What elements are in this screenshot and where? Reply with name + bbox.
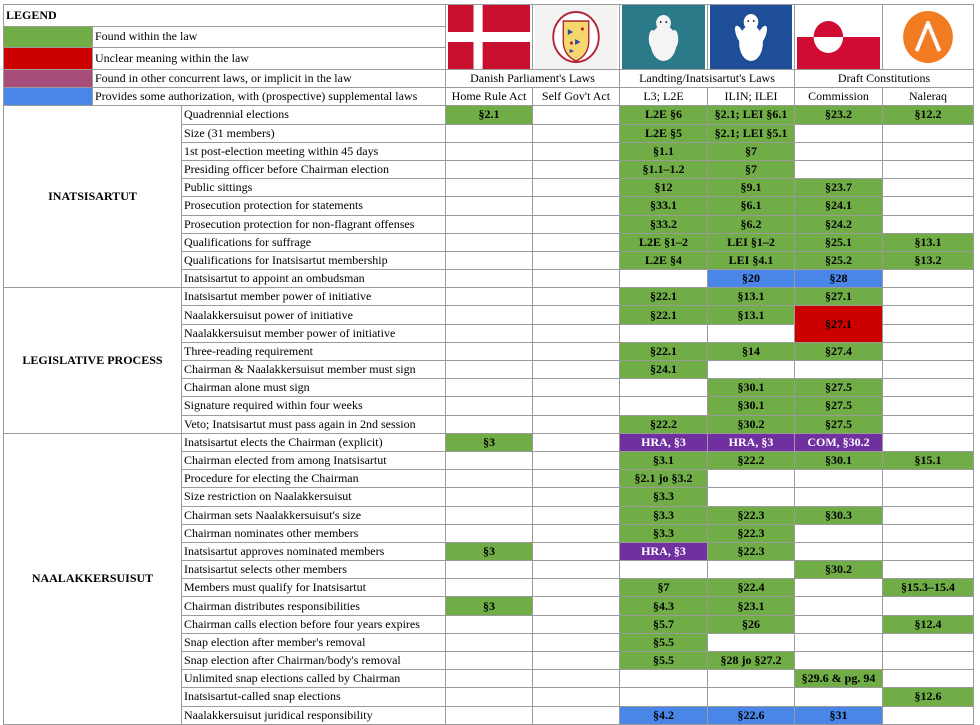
table-cell [533,270,620,288]
table-cell: §22.2 [708,451,795,469]
danish-flag-cell [446,5,533,70]
table-cell [795,488,883,506]
table-cell [883,361,974,379]
column-header: ILIN; ILEI [708,88,795,106]
table-cell: §4.2 [620,706,708,724]
table-cell [446,124,533,142]
legend-swatch-unclear [4,48,93,70]
table-cell [446,324,533,342]
legend-label-found: Found within the law [93,26,446,48]
row-label: Inatsisartut-called snap elections [182,688,446,706]
row-label: Prosecution protection for statements [182,197,446,215]
row-label: Chairman elected from among Inatsisartut [182,451,446,469]
table-cell [446,361,533,379]
table-cell [883,179,974,197]
table-cell [533,288,620,306]
column-header: Self Gov't Act [533,88,620,106]
table-cell [708,361,795,379]
table-cell: §28 [795,270,883,288]
row-label: Qualifications for Inatsisartut membership [182,251,446,269]
table-cell [446,379,533,397]
table-cell [708,688,795,706]
row-label: Snap election after Chairman/body's removal [182,652,446,670]
row-label: Chairman sets Naalakkersuisut's size [182,506,446,524]
table-cell [795,579,883,597]
landsting-logo-cell [620,5,708,70]
table-cell [533,361,620,379]
row-label: Naalakkersuisut member power of initiative [182,324,446,342]
legend-swatch-found [4,26,93,48]
table-cell: §31 [795,706,883,724]
table-cell [795,124,883,142]
row-label: Qualifications for suffrage [182,233,446,251]
table-cell [533,470,620,488]
table-cell: §12.2 [883,106,974,124]
table-cell: §3.3 [620,524,708,542]
table-cell: §22.3 [708,524,795,542]
table-cell: §33.1 [620,197,708,215]
row-label: Inatsisartut approves nominated members [182,542,446,560]
table-cell [446,579,533,597]
table-cell: §20 [708,270,795,288]
row-label: Signature required within four weeks [182,397,446,415]
table-cell [533,415,620,433]
table-cell [883,124,974,142]
row-label: Veto; Inatsisartut must pass again in 2nd session [182,415,446,433]
table-cell: §24.1 [620,361,708,379]
table-cell [795,361,883,379]
table-cell: §30.1 [708,397,795,415]
section-title: LEGISLATIVE PROCESS [4,288,182,434]
table-cell: §22.1 [620,306,708,324]
legend-label-other-laws: Found in other concurrent laws, or implicit in the law [93,70,446,88]
table-cell [620,561,708,579]
table-cell: LEI §1–2 [708,233,795,251]
table-cell [883,633,974,651]
table-cell: §12.6 [883,688,974,706]
table-cell: §15.1 [883,451,974,469]
table-cell: §22.6 [708,706,795,724]
table-cell [446,233,533,251]
table-cell: §22.3 [708,506,795,524]
table-cell [533,524,620,542]
table-cell [533,615,620,633]
table-cell: §1.1 [620,142,708,160]
row-label: Chairman alone must sign [182,379,446,397]
table-cell [533,342,620,360]
comparison-table [3,4,974,725]
table-cell [708,324,795,342]
row-label: Chairman calls election before four years expires [182,615,446,633]
table-cell [883,197,974,215]
table-cell [883,506,974,524]
table-cell: §13.1 [708,306,795,324]
row-label: Inatsisartut member power of initiative [182,288,446,306]
table-cell [446,342,533,360]
table-cell [795,542,883,560]
danish-royal-arms-icon [535,5,617,69]
table-cell [620,397,708,415]
table-cell [446,470,533,488]
table-cell: §12.4 [883,615,974,633]
table-cell: §13.2 [883,251,974,269]
table-cell: §23.2 [795,106,883,124]
column-header: Home Rule Act [446,88,533,106]
table-cell: §33.2 [620,215,708,233]
table-cell [446,652,533,670]
row-label: Chairman distributes responsibilities [182,597,446,615]
legend-label-authorization: Provides some authorization, with (prospective) supplemental laws [93,88,446,106]
table-cell [620,379,708,397]
table-cell [533,124,620,142]
table-cell [446,415,533,433]
table-cell [883,488,974,506]
table-row [4,288,974,306]
table-cell [883,270,974,288]
row-label: Size restriction on Naalakkersuisut [182,488,446,506]
table-cell [533,579,620,597]
table-cell [533,379,620,397]
greenland-flag-icon [797,5,880,69]
table-cell [883,215,974,233]
table-cell [533,397,620,415]
table-cell: §27.5 [795,415,883,433]
table-cell [446,506,533,524]
table-cell [795,470,883,488]
table-cell: §3 [446,433,533,451]
table-cell: L2E §4 [620,251,708,269]
row-label: Snap election after member's removal [182,633,446,651]
table-cell: HRA, §3 [620,542,708,560]
row-label: Naalakkersuisut power of initiative [182,306,446,324]
table-cell [446,251,533,269]
table-cell [533,106,620,124]
column-header: Commission [795,88,883,106]
table-cell [883,597,974,615]
table-cell [533,433,620,451]
row-label: Quadrennial elections [182,106,446,124]
table-cell: §27.1 [795,288,883,306]
table-cell: §22.1 [620,342,708,360]
table-cell: §15.3–15.4 [883,579,974,597]
table-cell: §12 [620,179,708,197]
row-label: Inatsisartut to appoint an ombudsman [182,270,446,288]
row-label: 1st post-election meeting within 45 days [182,142,446,160]
table-cell [883,561,974,579]
table-cell [795,688,883,706]
table-cell: §27.1 [795,306,883,342]
table-cell [883,379,974,397]
row-label: Procedure for electing the Chairman [182,470,446,488]
table-cell [533,506,620,524]
table-cell [533,179,620,197]
table-cell [533,633,620,651]
table-cell: L2E §1–2 [620,233,708,251]
group-header-draft: Draft Constitutions [795,70,974,88]
table-cell: COM, §30.2 [795,433,883,451]
table-cell [795,142,883,160]
naleraq-logo-cell [883,5,974,70]
table-cell: HRA, §3 [620,433,708,451]
row-label: Chairman & Naalakkersuisut member must sign [182,361,446,379]
danish-flag-icon [448,5,530,69]
table-cell [533,197,620,215]
naleraq-logo-icon [885,5,971,69]
table-cell [883,306,974,324]
column-header: L3; L2E [620,88,708,106]
table-cell: §24.1 [795,197,883,215]
table-cell: §7 [620,579,708,597]
table-cell [795,597,883,615]
section-title: NAALAKKERSUISUT [4,433,182,724]
table-cell: LEI §4.1 [708,251,795,269]
table-cell [883,342,974,360]
table-cell [883,415,974,433]
table-cell: §5.7 [620,615,708,633]
table-cell [446,142,533,160]
table-cell [533,488,620,506]
table-cell [883,397,974,415]
table-cell [446,160,533,178]
table-cell [533,561,620,579]
table-cell [533,233,620,251]
table-cell: §1.1–1.2 [620,160,708,178]
legend-title: LEGEND [4,5,446,27]
table-cell: §30.1 [795,451,883,469]
table-cell [446,288,533,306]
table-cell [795,652,883,670]
row-label: Inatsisartut elects the Chairman (explicit) [182,433,446,451]
table-cell: §25.2 [795,251,883,269]
table-cell: §3.3 [620,506,708,524]
table-cell [446,451,533,469]
royal-arms-cell [533,5,620,70]
table-cell [446,561,533,579]
table-cell [708,633,795,651]
row-label: Three-reading requirement [182,342,446,360]
table-cell [533,451,620,469]
inatsisartut-polar-bear-icon [710,5,792,69]
table-cell: §2.1 jo §3.2 [620,470,708,488]
table-cell: §22.3 [708,542,795,560]
table-cell: §3.1 [620,451,708,469]
table-cell: §14 [708,342,795,360]
table-cell: §28 jo §27.2 [708,652,795,670]
table-cell: §27.5 [795,397,883,415]
table-cell: §26 [708,615,795,633]
table-cell: §29.6 & pg. 94 [795,670,883,688]
table-cell [446,488,533,506]
section-title: INATSISARTUT [4,106,182,288]
table-cell [620,670,708,688]
table-cell [446,615,533,633]
table-cell [446,197,533,215]
row-label: Size (31 members) [182,124,446,142]
row-label: Presiding officer before Chairman election [182,160,446,178]
table-cell [620,270,708,288]
table-cell [883,142,974,160]
group-header-danish: Danish Parliament's Laws [446,70,620,88]
table-cell: §23.1 [708,597,795,615]
table-cell: §13.1 [883,233,974,251]
table-cell [446,397,533,415]
table-cell: §3 [446,597,533,615]
table-cell [708,470,795,488]
table-cell [446,524,533,542]
table-cell: §7 [708,160,795,178]
table-cell [446,670,533,688]
table-cell: §5.5 [620,652,708,670]
table-cell [533,597,620,615]
table-cell [533,324,620,342]
table-cell: §2.1; LEI §5.1 [708,124,795,142]
table-cell [883,542,974,560]
table-cell: L2E §6 [620,106,708,124]
table-cell [533,251,620,269]
table-row [4,433,974,451]
table-cell: §7 [708,142,795,160]
table-cell: §3 [446,542,533,560]
greenland-flag-cell [795,5,883,70]
table-cell [883,524,974,542]
table-cell [883,470,974,488]
column-header: Naleraq [883,88,974,106]
table-cell [883,670,974,688]
table-cell: §30.1 [708,379,795,397]
table-cell: §13.1 [708,288,795,306]
table-cell [533,160,620,178]
table-cell [883,288,974,306]
table-cell: HRA, §3 [708,433,795,451]
table-cell [620,688,708,706]
table-cell [533,142,620,160]
row-label: Inatsisartut selects other members [182,561,446,579]
table-cell: §3.3 [620,488,708,506]
table-cell: §23.7 [795,179,883,197]
table-cell [883,160,974,178]
table-cell: §9.1 [708,179,795,197]
table-cell: §22.4 [708,579,795,597]
table-cell [533,542,620,560]
table-cell [620,324,708,342]
table-cell: §27.4 [795,342,883,360]
table-cell: §5.5 [620,633,708,651]
legend-swatch-authorization [4,88,93,106]
landsting-polar-bear-icon [622,5,705,69]
table-cell: §30.2 [708,415,795,433]
table-cell [708,670,795,688]
table-cell [446,688,533,706]
table-cell [883,652,974,670]
table-cell [708,488,795,506]
table-cell: §2.1; LEI §6.1 [708,106,795,124]
table-cell [446,306,533,324]
table-cell [533,215,620,233]
row-label: Members must qualify for Inatsisartut [182,579,446,597]
table-cell [533,306,620,324]
row-label: Public sittings [182,179,446,197]
row-label: Prosecution protection for non-flagrant offenses [182,215,446,233]
table-cell [446,633,533,651]
table-cell [446,270,533,288]
table-cell [446,179,533,197]
table-cell: §4.3 [620,597,708,615]
table-cell: §25.1 [795,233,883,251]
table-cell: §2.1 [446,106,533,124]
table-cell [795,160,883,178]
inatsisartut-logo-cell [708,5,795,70]
table-cell: §30.2 [795,561,883,579]
table-cell [533,670,620,688]
table-cell [708,561,795,579]
table-cell: §24.2 [795,215,883,233]
row-label: Unlimited snap elections called by Chairman [182,670,446,688]
legend-label-unclear: Unclear meaning within the law [93,48,446,70]
group-header-inatsisartut: Landting/Inatsisartut's Laws [620,70,795,88]
table-cell [446,215,533,233]
table-cell: §6.2 [708,215,795,233]
row-label: Naalakkersuisut juridical responsibility [182,706,446,724]
table-cell: §22.2 [620,415,708,433]
table-cell: §6.1 [708,197,795,215]
table-cell: L2E §5 [620,124,708,142]
table-row [4,106,974,124]
table-cell: §27.5 [795,379,883,397]
table-cell: §30.3 [795,506,883,524]
table-cell [883,433,974,451]
table-cell [533,652,620,670]
legend-swatch-other-laws [4,70,93,88]
table-cell [795,524,883,542]
table-cell: §22.1 [620,288,708,306]
table-cell [795,633,883,651]
table-cell [795,615,883,633]
row-label: Chairman nominates other members [182,524,446,542]
table-cell [883,324,974,342]
table-cell [533,688,620,706]
